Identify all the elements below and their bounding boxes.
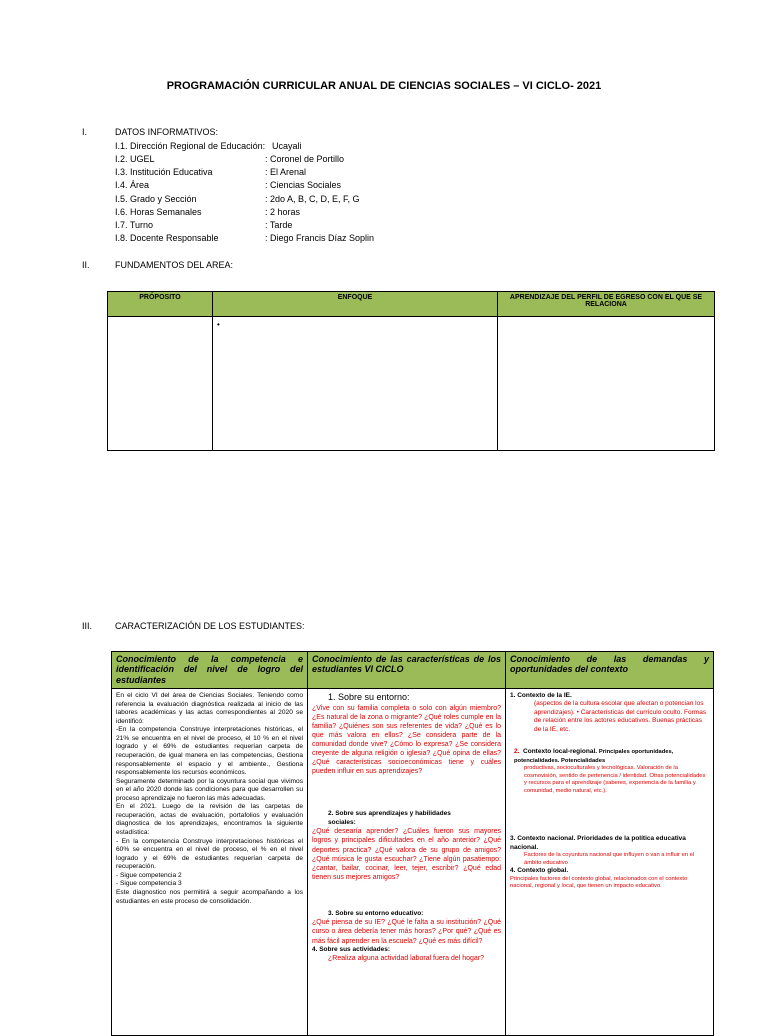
paragraph: -En la competencia Construye interpretaciones históricas, el 21% se encuentra en el nivel de proceso, el 10 % en el nivel logrado y el 69% de estudiantes requerían carpeta de recuperación, de igual manera en las competencias, Gestiona responsablemente el espacio y el ambiente., Gestiona responsablemente los recursos económicos. xyxy=(116,726,303,777)
datos-key: I.3. Institución Educativa xyxy=(115,167,213,177)
table-row xyxy=(108,317,715,451)
header-proposito: PRÓPOSITO xyxy=(108,292,213,317)
caracterizacion-table xyxy=(111,651,714,1036)
header-aprendizaje: APRENDIZAJE DEL PERFIL DE EGRESO CON EL QUE SE RELACIONA xyxy=(498,292,715,317)
datos-key: I.5. Grado y Sección xyxy=(115,194,197,204)
fundamentos-table xyxy=(107,291,715,451)
subheading: 3. Sobre su entorno educativo: xyxy=(328,909,424,917)
cell-aprendizaje[interactable] xyxy=(498,317,715,451)
subheading: Contexto local-regional. xyxy=(523,748,598,756)
table-row xyxy=(112,689,714,1036)
section-label: FUNDAMENTOS DEL AREA: xyxy=(115,260,234,270)
datos-key: I.4. Área xyxy=(115,180,150,190)
section-number: II. xyxy=(82,260,90,270)
section-number: I. xyxy=(82,127,88,137)
section-fundamentos xyxy=(0,260,768,272)
datos-value: : Tarde xyxy=(265,220,293,230)
section-label: DATOS INFORMATIVOS: xyxy=(115,127,219,137)
section-datos-informativos xyxy=(0,127,768,139)
section-caracterizacion xyxy=(0,621,768,633)
subheading-extra: Principales oportunidades, potencialidades. Potencialidades xyxy=(514,749,674,764)
description: (aspectos de la cultura escolar que afectan o potencian los aprendizajes). • Características del currículo oculto. Formas de relación entre los actores educativos. Buenas prácticas de la IE, etc. xyxy=(534,700,707,733)
cell-enfoque[interactable] xyxy=(213,317,498,451)
description: productivas, socioculturales y tecnológicas. Valoración de la cosmovisión, sentido de pertenencia / identidad. Otras potencialidades y recursos para el aprendizaje (saberes, experiencia de la familia y comunidad, medio natural, etc.). xyxy=(524,765,706,794)
datos-key: I.1. Dirección Regional de Educación: xyxy=(115,141,266,151)
subheading: 1. Sobre su entorno: xyxy=(328,692,410,702)
cell-competencia[interactable] xyxy=(112,689,308,1036)
datos-value: : Diego Francis Díaz Soplin xyxy=(265,233,375,243)
cell-contexto[interactable] xyxy=(506,689,714,1036)
subheading: 2. Sobre sus aprendizajes y habilidades sociales: xyxy=(328,810,451,826)
paragraph: - Sigue competencia 3 xyxy=(116,880,182,888)
paragraph: - En la competencia Construye interpretaciones históricas el 60% se encuentra en el nivel de proceso, el % en el nivel logrado y el 69% de estudiantes requerían carpeta de recuperación. xyxy=(116,837,303,871)
header-contexto: Conocimiento de las demandas y oportunidades del contexto xyxy=(506,652,714,689)
cell-proposito[interactable] xyxy=(108,317,213,451)
table-header-row xyxy=(112,652,714,689)
subheading: 4. Contexto global. xyxy=(510,867,569,875)
datos-value: : 2 horas xyxy=(265,207,301,217)
paragraph: En el ciclo VI del área de Ciencias Sociales. Teniendo como referencia la evaluación diagnóstica realizada al inicio de las labores académicas y las actas correspondientes al 2020 se identificó: xyxy=(116,692,303,725)
header-enfoque: ENFOQUE xyxy=(213,292,498,317)
datos-key: I.2. UGEL xyxy=(115,154,155,164)
datos-value: : Ciencias Sociales xyxy=(265,180,342,190)
datos-value: : 2do A, B, C, D, E, F, G xyxy=(265,194,360,204)
paragraph: Este diagnostico nos permitirá a seguir acompañando a los estudiantes en este proceso de consolidación. xyxy=(116,888,303,905)
paragraph: En el 2021. Luego de la revisión de las carpetas de recuperación, actas de evaluación, portafolios y evaluación diagnostica de los aprendizajes, encontramos la siguiente estadística: xyxy=(116,803,303,836)
datos-key: I.6. Horas Semanales xyxy=(115,207,202,217)
table-header-row xyxy=(108,292,715,317)
questions: ¿Qué piensa de su IE? ¿Qué le falta a su institución? ¿Qué curso o área debería tener más horas? ¿Por qué? ¿Qué es más fácil aprender en la escuela? ¿Qué es más difícil? xyxy=(312,919,501,945)
section-label: CARACTERIZACIÓN DE LOS ESTUDIANTES: xyxy=(115,621,305,631)
paragraph: - Sigue competencia 2 xyxy=(116,871,182,879)
subheading: 1. Contexto de la IE. xyxy=(510,692,572,699)
datos-value: : Coronel de Portillo xyxy=(265,154,345,164)
datos-value: Ucayali xyxy=(272,141,302,151)
header-competencia: Conocimiento de la competencia e identificación del nivel de logro del estudiantes xyxy=(112,652,308,689)
subheading: 3. Contexto nacional. Prioridades de la política educativa nacional. xyxy=(510,835,686,851)
questions: ¿Realiza alguna actividad laboral fuera del hogar? xyxy=(328,955,485,963)
subheading-number: 2. xyxy=(514,748,520,756)
header-caracteristicas: Conocimiento de las características de los estudiantes VI CICLO xyxy=(308,652,506,689)
section-number: III. xyxy=(82,621,93,631)
questions: ¿Qué desearía aprender? ¿Cuáles fueron sus mayores logros y principales dificultades en el año anterior? ¿Qué deportes practica? ¿Qué valora de su grupo de amigos? ¿Qué música le gusta escuchar? ¿Tiene algún pasatiempo: ¿cantar, bailar, cocinar, leer, tejer, escribir? ¿Qué edad tienen sus mejores amigos? xyxy=(312,828,501,881)
subheading: 4. Sobre sus actividades: xyxy=(312,945,391,953)
description: Factores de la coyuntura nacional que influyen o van a influir en el ámbito educativo xyxy=(524,852,695,866)
description: Principales factores del contexto global, relacionados con el contexto nacional, regional y local, que tienen un impacto educativo. xyxy=(510,875,688,890)
datos-key: I.8. Docente Responsable xyxy=(115,233,219,243)
datos-value: : El Arenal xyxy=(265,167,307,177)
page-title: PROGRAMACIÓN CURRICULAR ANUAL DE CIENCIAS SOCIALES – VI CICLO- 2021 xyxy=(166,80,602,92)
subheading-row xyxy=(510,748,709,765)
paragraph: Seguramente determinado por la coyuntura social que vivimos en el año 2020 donde las condiciones para que desarrollen su proceso aprendizaje no fueron las más adecuadas. xyxy=(116,777,303,802)
bullet: • xyxy=(217,320,220,329)
cell-caracteristicas[interactable] xyxy=(308,689,506,1036)
questions: ¿Vive con su familia completa o solo con algún miembro? ¿Es natural de la zona o migrante? ¿Qué roles cumple en la familia? ¿Quiénes son sus referentes de vida? ¿Qué es lo que más valora en ellos? ¿Se considera parte de la comunidad donde vive? ¿Cómo lo expresa? ¿Se considera creyente de alguna religión o iglesia? ¿Qué opina de ellas? ¿Qué características socioeconómicas tiene y cuáles pueden influir en sus aprendizajes? xyxy=(312,704,501,776)
datos-key: I.7. Turno xyxy=(115,220,154,230)
